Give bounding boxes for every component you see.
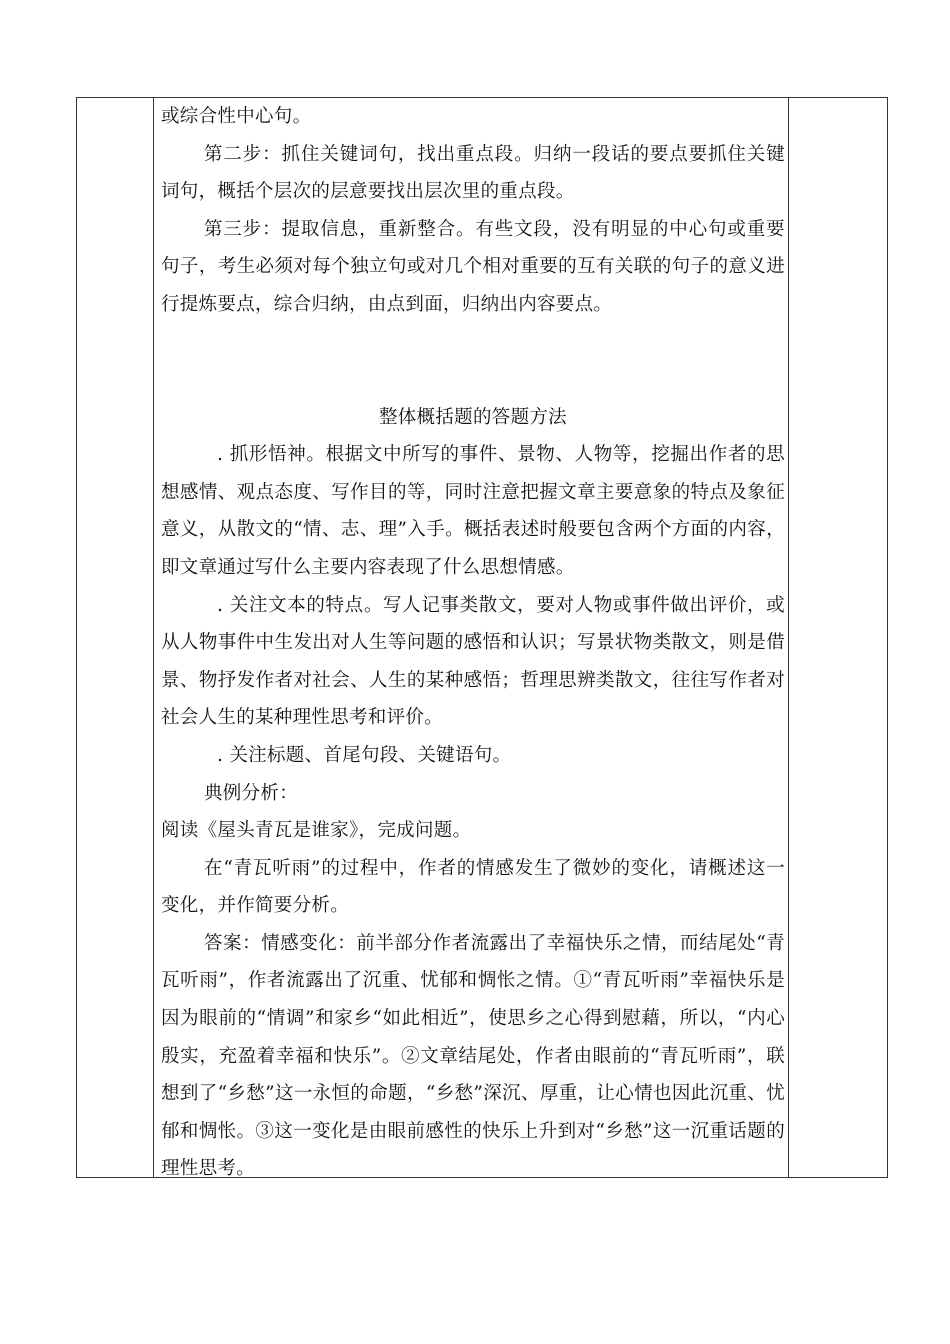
- section-title: 整体概括题的答题方法: [378, 406, 567, 428]
- spacer: [161, 324, 785, 399]
- table-column-divider-left: [153, 98, 154, 1177]
- paragraph-method-3: . 关注标题、首尾句段、关键语句。: [217, 744, 512, 766]
- paragraph-answer: 答案：情感变化：前半部分作者流露出了幸福快乐之情，而结尾处“青瓦听雨”，作者流露出了沉重、忧郁和惆怅之情。①“青瓦听雨”幸福快乐是因为眼前的“情调”和家乡“如此相近”，使思乡之心得到慰藉，所以，“内心殷实，充盈着幸福和快乐”。②文章结尾处，作者由眼前的“青瓦听雨”，联想到了“乡愁”这一永恒的命题，“乡愁”深沉、厚重，让心情也因此沉重、忧郁和惆怅。③这一变化是由眼前感性的快乐上升到对“乡愁”这一沉重话题的理性思考。: [161, 932, 785, 1180]
- paragraph-question: 在“青瓦听雨”的过程中，作者的情感发生了微妙的变化，请概述这一变化，并作简要分析。: [161, 857, 785, 917]
- table-column-divider-right: [788, 98, 789, 1177]
- content-cell: [161, 98, 785, 1188]
- paragraph-intro-tail: 或综合性中心句。: [161, 106, 312, 127]
- paragraph-method-1: . 抓形悟神。根据文中所写的事件、景物、人物等，挖掘出作者的思想感情、观点态度、写作目的等，同时注意把握文章主要意象的特点及象征意义，从散文的“情、志、理”入手。概括表述时般要包含两个方面的内容，即文章通过写什么主要内容表现了什么思想情感。: [161, 444, 785, 578]
- paragraph-step-two: 第二步：抓住关键词句，找出重点段。归纳一段话的要点要抓住关键词句，概括个层次的层意要找出层次里的重点段。: [161, 143, 785, 203]
- paragraph-read-instruction: 阅读《屋头青瓦是谁家》，完成问题。: [161, 820, 472, 842]
- document-table: [76, 97, 888, 1178]
- paragraph-step-three: 第三步：提取信息，重新整合。有些文段，没有明显的中心句或重要句子，考生必须对每个独立句或对几个相对重要的互有关联的句子的意义进行提炼要点，综合归纳，由点到面，归纳出内容要点。: [161, 218, 785, 315]
- paragraph-method-2: . 关注文本的特点。写人记事类散文，要对人物或事件做出评价，或从人物事件中生发出对人生等问题的感悟和认识；写景状物类散文，则是借景、物抒发作者对社会、人生的某种感悟；哲理思辨类散文，往往写作者对社会人生的某种理性思考和评价。: [161, 594, 785, 729]
- paragraph-example-label: 典例分析：: [204, 782, 299, 804]
